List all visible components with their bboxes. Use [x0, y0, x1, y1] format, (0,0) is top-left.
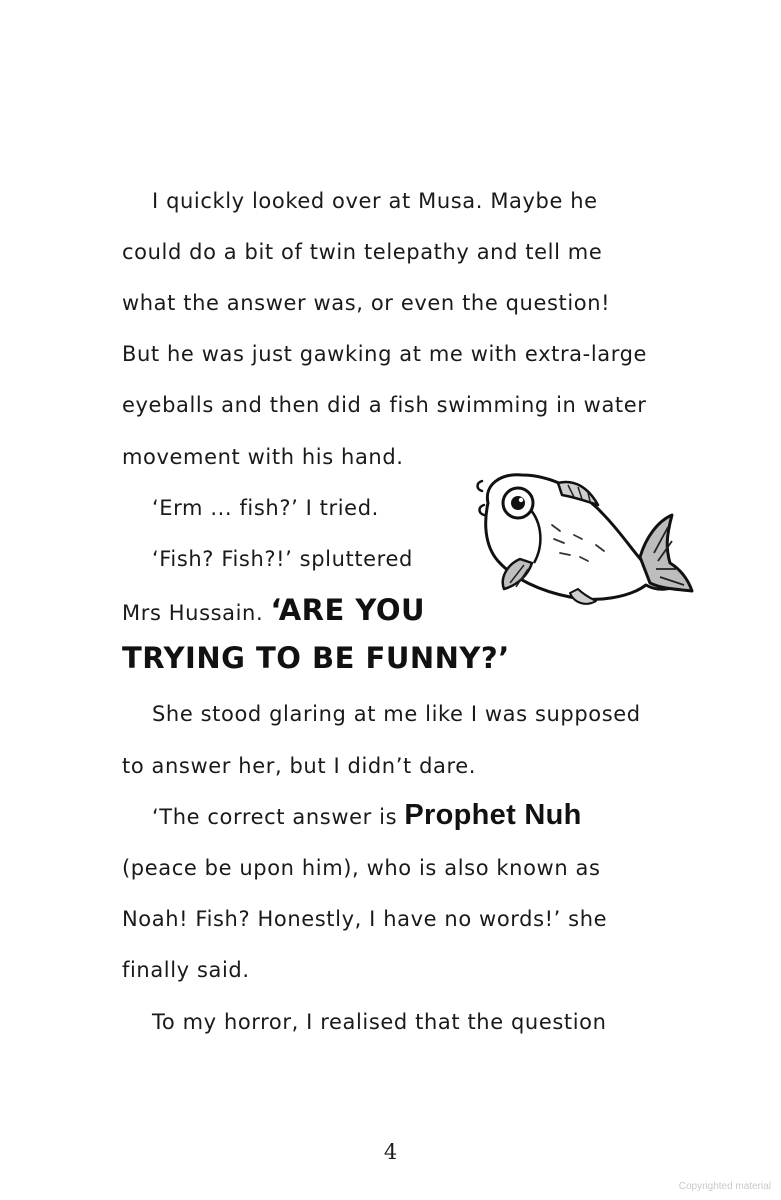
paragraph-line: ‘Erm ... fish?’ I tried. [152, 496, 379, 520]
paragraph-line: eyeballs and then did a fish swimming in water [122, 393, 647, 417]
paragraph-line: ‘Fish? Fish?!’ spluttered [152, 547, 413, 571]
emphasized-name: Prophet Nuh [404, 799, 582, 831]
answer-intro: ‘The correct answer is [152, 805, 398, 829]
paragraph-line: I quickly looked over at Musa. Maybe he [152, 189, 598, 213]
paragraph-line: finally said. [122, 958, 250, 982]
speaker-name: Mrs Hussain. [122, 601, 264, 625]
paragraph-line: To my horror, I realised that the question [152, 1010, 607, 1034]
paragraph-line: Noah! Fish? Honestly, I have no words!’ she [122, 907, 608, 931]
fish-icon [470, 465, 695, 610]
paragraph-line: (peace be upon him), who is also known as [122, 856, 601, 880]
paragraph-line [152, 801, 582, 831]
paragraph-line [122, 593, 426, 627]
copyright-watermark: Copyrighted material [678, 1181, 771, 1192]
shouted-text: TRYING TO BE FUNNY?’ [122, 641, 510, 675]
shouted-text: ‘ARE YOU [270, 593, 426, 627]
paragraph-line: what the answer was, or even the question! [122, 291, 611, 315]
paragraph-line: movement with his hand. [122, 445, 404, 469]
paragraph-line: could do a bit of twin telepathy and tell me [122, 240, 603, 264]
paragraph-line: But he was just gawking at me with extra-large [122, 342, 648, 366]
paragraph-line: She stood glaring at me like I was supposed [152, 702, 641, 726]
page-number: 4 [383, 1140, 398, 1164]
paragraph-line: to answer her, but I didn’t dare. [122, 754, 477, 778]
